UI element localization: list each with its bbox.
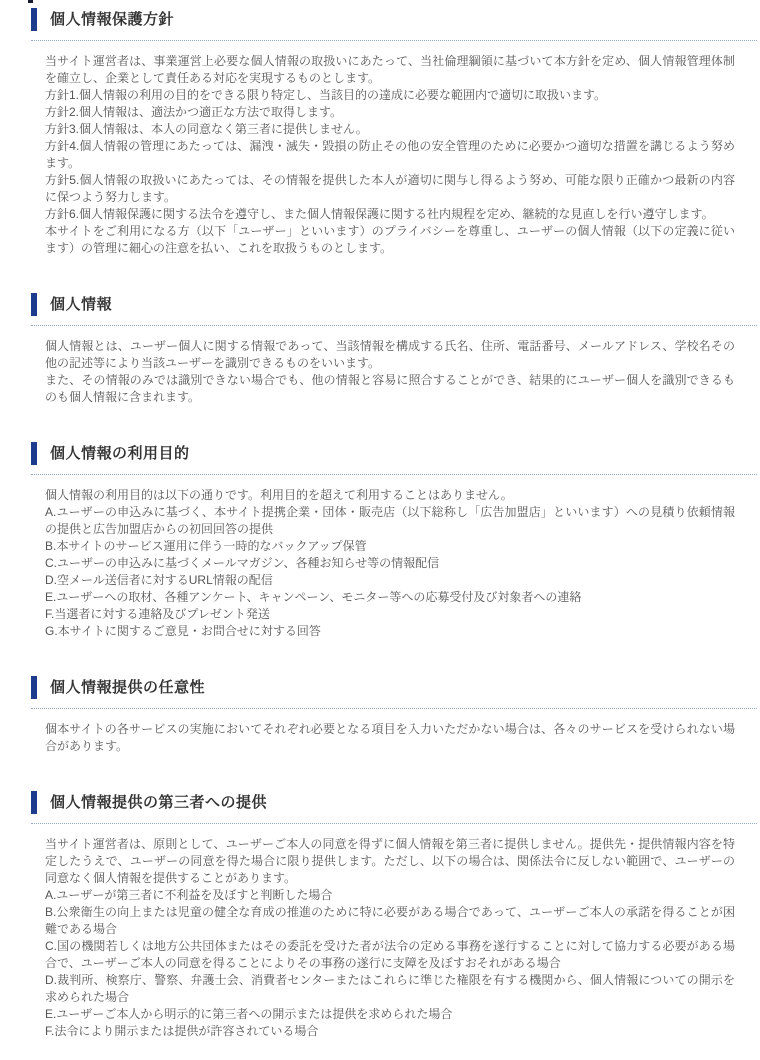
policy-text-line: D.裁判所、検察庁、警察、弁護士会、消費者センターまたはこれらに準じた権限を有する機関から、個人情報についての開示を求められた場合	[45, 973, 735, 1004]
policy-text-line: A.ユーザーが第三者に不利益を及ぼすと判断した場合	[45, 888, 333, 902]
policy-text-line: 方針4.個人情報の管理にあたっては、漏洩・滅失・毀損の防止その他の安全管理のために必要かつ適切な措置を講じるよう努めます。	[45, 139, 735, 170]
policy-text-line: 方針1.個人情報の利用の目的をできる限り特定し、当該目的の達成に必要な範囲内で適切に取扱います。	[45, 88, 607, 102]
section-title: 個人情報保護方針	[50, 11, 175, 28]
policy-text-line: F.法令により開示または提供が許容されている場合	[45, 1024, 319, 1038]
policy-text-line: E.ユーザーへの取材、各種アンケート、キャンペーン、モニター等への応募受付及び対象者への連絡	[45, 590, 582, 604]
policy-text-line: 方針2.個人情報は、適法かつ適正な方法で取得します。	[45, 105, 343, 119]
policy-text-line: D.空メール送信者に対するURL情報の配信	[45, 573, 273, 587]
section-title: 個人情報提供の第三者への提供	[50, 794, 268, 811]
policy-section	[31, 8, 757, 257]
section-body	[45, 338, 735, 406]
section-title: 個人情報	[50, 296, 113, 313]
policy-sections-container	[31, 8, 757, 1040]
section-header	[31, 442, 757, 475]
section-title: 個人情報の利用目的	[50, 445, 190, 462]
policy-text-line: また、その情報のみでは識別できない場合でも、他の情報と容易に照合することができ、結果的にユーザー個人を識別できるものも個人情報に含まれます。	[45, 373, 735, 404]
top-edge-artifact	[28, 0, 33, 3]
section-accent-bar-icon	[31, 791, 37, 814]
section-accent-bar-icon	[31, 293, 37, 316]
policy-text-line: 当サイト運営者は、事業運営上必要な個人情報の取扱いにあたって、当社倫理綱領に基づいて本方針を定め、個人情報管理体制を確立し、企業として責任ある対応を実現するものとします。	[45, 54, 735, 85]
section-body	[45, 721, 735, 755]
section-header	[31, 791, 757, 824]
policy-text-line: 個人情報とは、ユーザー個人に関する情報であって、当該情報を構成する氏名、住所、電話番号、メールアドレス、学校名その他の記述等により当該ユーザーを識別できるものをいいます。	[45, 339, 735, 370]
section-accent-bar-icon	[31, 442, 37, 465]
section-header	[31, 8, 757, 41]
section-body	[45, 487, 735, 640]
policy-text-line: G.本サイトに関するご意見・お問合せに対する回答	[45, 624, 321, 638]
policy-text-line: B.公衆衛生の向上または児童の健全な育成の推進のために特に必要がある場合であって、ユーザーご本人の承諾を得ることが困難である場合	[45, 905, 735, 936]
policy-text-line: C.国の機関若しくは地方公共団体またはその委託を受けた者が法令の定める事務を遂行することに対して協力する必要がある場合で、ユーザーご本人の同意を得ることによりその事務の遂行に支障を及ぼすおそれがある場合	[45, 939, 735, 970]
policy-text-line: 個本サイトの各サービスの実施においてそれぞれ必要となる項目を入力いただかない場合は、各々のサービスを受けられない場合があります。	[45, 722, 735, 753]
policy-text-line: F.当選者に対する連絡及びプレゼント発送	[45, 607, 270, 621]
section-header	[31, 676, 757, 709]
policy-text-line: 方針6.個人情報保護に関する法令を遵守し、また個人情報保護に関する社内規程を定め、継続的な見直しを行い遵守します。	[45, 207, 714, 221]
section-body	[45, 836, 735, 1040]
section-body	[45, 53, 735, 257]
section-accent-bar-icon	[31, 8, 37, 31]
policy-section	[31, 442, 757, 640]
policy-text-line: 当サイト運営者は、原則として、ユーザーご本人の同意を得ずに個人情報を第三者に提供しません。提供先・提供情報内容を特定したうえで、ユーザーの同意を得た場合に限り提供します。ただし、以下の場合は、関係法令に反しない範囲で、ユーザーの同意なく個人情報を提供することがあります。	[45, 837, 735, 885]
policy-text-line: A.ユーザーの申込みに基づく、本サイト提携企業・団体・販売店（以下総称し「広告加盟店」といいます）への見積り依頼情報の提供と広告加盟店からの初回回答の提供	[45, 505, 735, 536]
policy-text-line: 方針3.個人情報は、本人の同意なく第三者に提供しません。	[45, 122, 368, 136]
section-accent-bar-icon	[31, 676, 37, 699]
policy-section	[31, 791, 757, 1040]
section-title: 個人情報提供の任意性	[50, 679, 206, 696]
policy-text-line: 個人情報の利用目的は以下の通りです。利用目的を超えて利用することはありません。	[45, 488, 513, 502]
policy-section	[31, 293, 757, 406]
policy-text-line: C.ユーザーの申込みに基づくメールマガジン、各種お知らせ等の情報配信	[45, 556, 440, 570]
section-header	[31, 293, 757, 326]
policy-text-line: 方針5.個人情報の取扱いにあたっては、その情報を提供した本人が適切に関与し得るよう努め、可能な限り正確かつ最新の内容に保つよう努力します。	[45, 173, 735, 204]
policy-text-line: E.ユーザーご本人から明示的に第三者への開示または提供を求められた場合	[45, 1007, 453, 1021]
policy-text-line: B.本サイトのサービス運用に伴う一時的なバックアップ保管	[45, 539, 367, 553]
policy-section	[31, 676, 757, 755]
policy-text-line: 本サイトをご利用になる方（以下「ユーザー」といいます）のプライバシーを尊重し、ユーザーの個人情報（以下の定義に従います）の管理に細心の注意を払い、これを取扱うものとします。	[45, 224, 735, 255]
